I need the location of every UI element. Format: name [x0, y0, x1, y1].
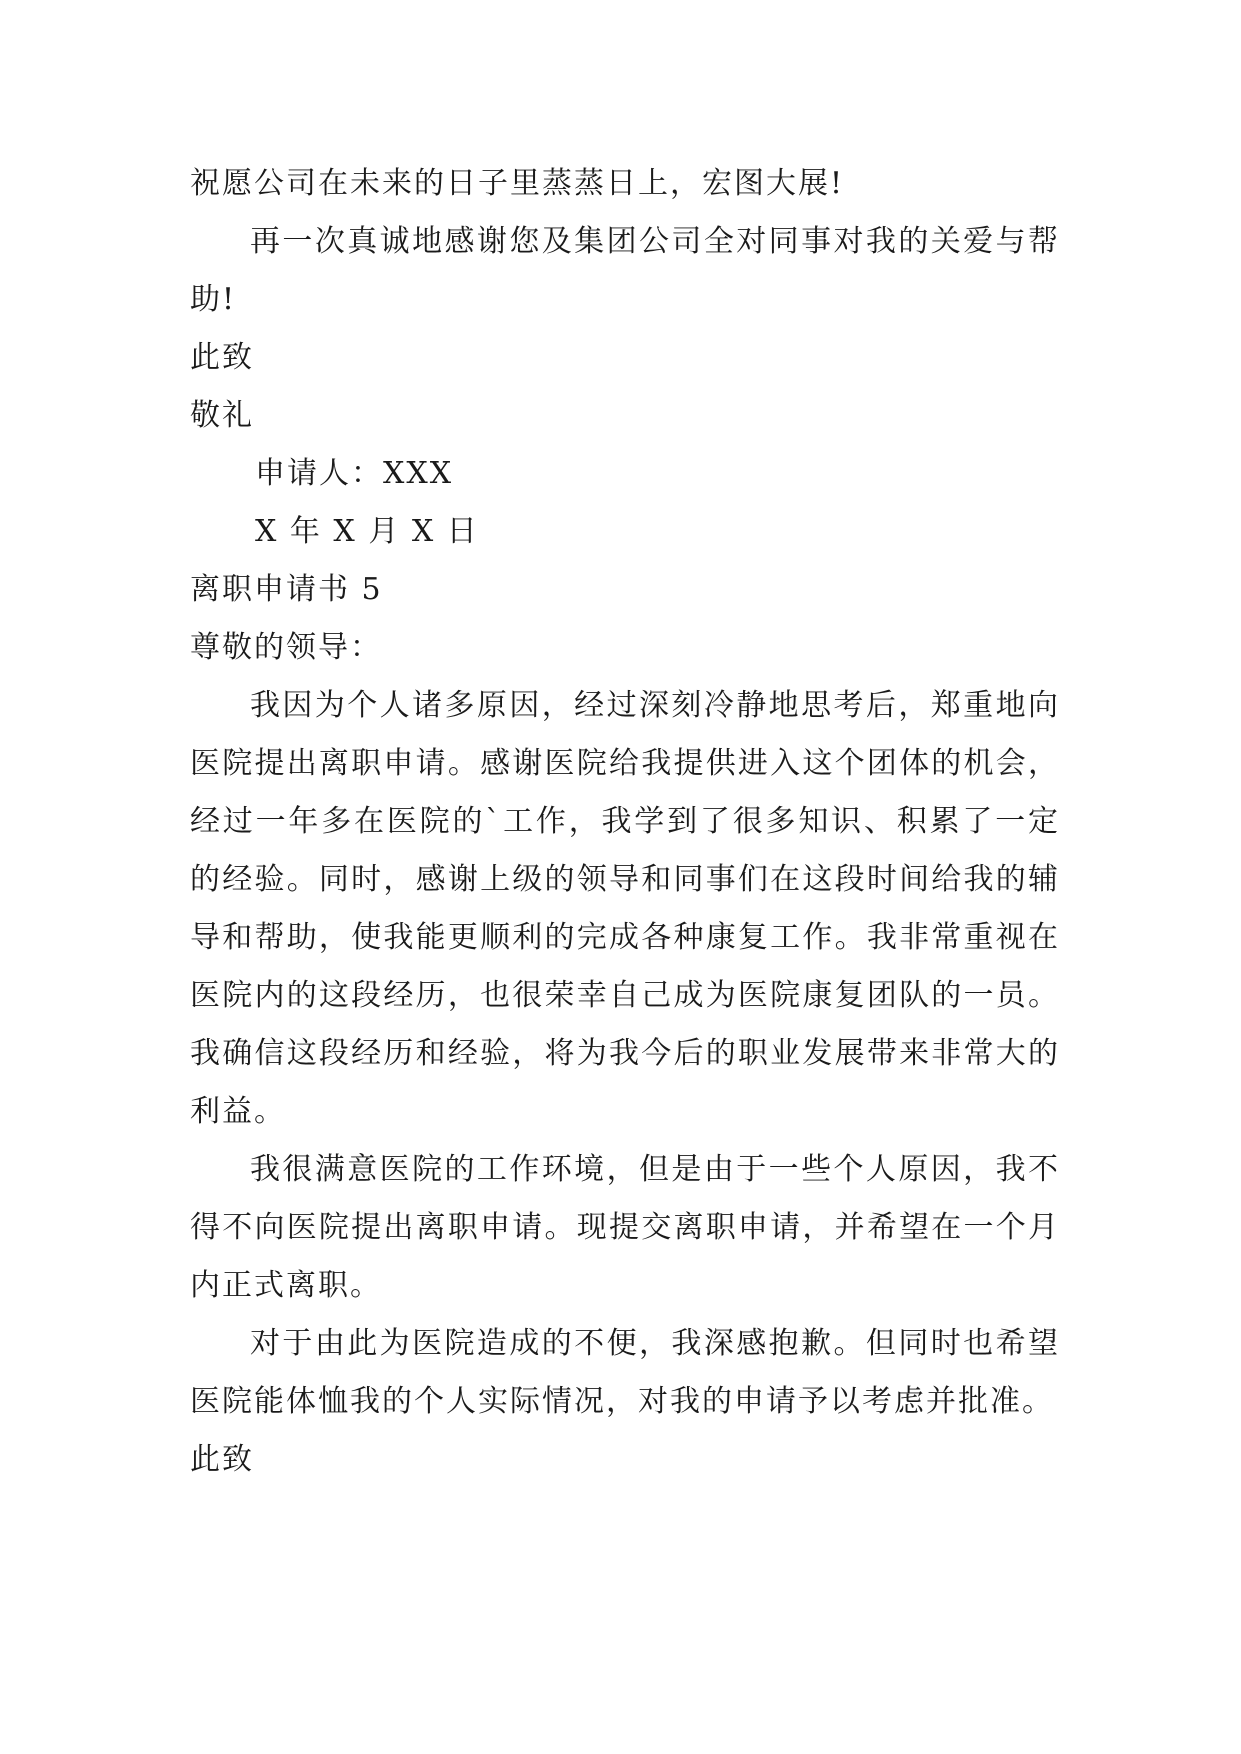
apology-paragraph: 对于由此为医院造成的不便，我深感抱歉。但同时也希望医院能体恤我的个人实际情况，对我的申请予以考虑并批准。: [190, 1326, 1060, 1419]
closing-jingli: 敬礼: [190, 398, 254, 433]
request-paragraph: 我很满意医院的工作环境，但是由于一些个人原因，我不得不向医院提出离职申请。现提交离职申请，并希望在一个月内正式离职。: [190, 1152, 1060, 1303]
wish-line: 祝愿公司在未来的日子里蒸蒸日上，宏图大展!: [190, 166, 845, 201]
salutation-line: 尊敬的领导：: [190, 630, 382, 665]
reason-paragraph: 我因为个人诸多原因，经过深刻冷静地思考后，郑重地向医院提出离职申请。感谢医院给我提供进入这个团体的机会，经过一年多在医院的`工作，我学到了很多知识、积累了一定的经验。同时，感谢上级的领导和同事们在这段时间给我的辅导和帮助，使我能更顺利的完成各种康复工作。我非常重视在医院内的这段经历，也很荣幸自己成为医院康复团队的一员。我确信这段经历和经验，将为我今后的职业发展带来非常大的利益。: [190, 688, 1060, 1129]
thanks-paragraph: 再一次真诚地感谢您及集团公司全对同事对我的关爱与帮助!: [190, 224, 1060, 317]
section-title: 离职申请书 5: [190, 572, 383, 607]
applicant-line: 申请人：XXX: [255, 456, 454, 491]
closing-cizhi: 此致: [190, 340, 254, 375]
date-line: X 年 X 月 X 日: [255, 514, 479, 549]
document-body: [190, 155, 1060, 1489]
closing-cizhi-2: 此致: [190, 1442, 254, 1477]
